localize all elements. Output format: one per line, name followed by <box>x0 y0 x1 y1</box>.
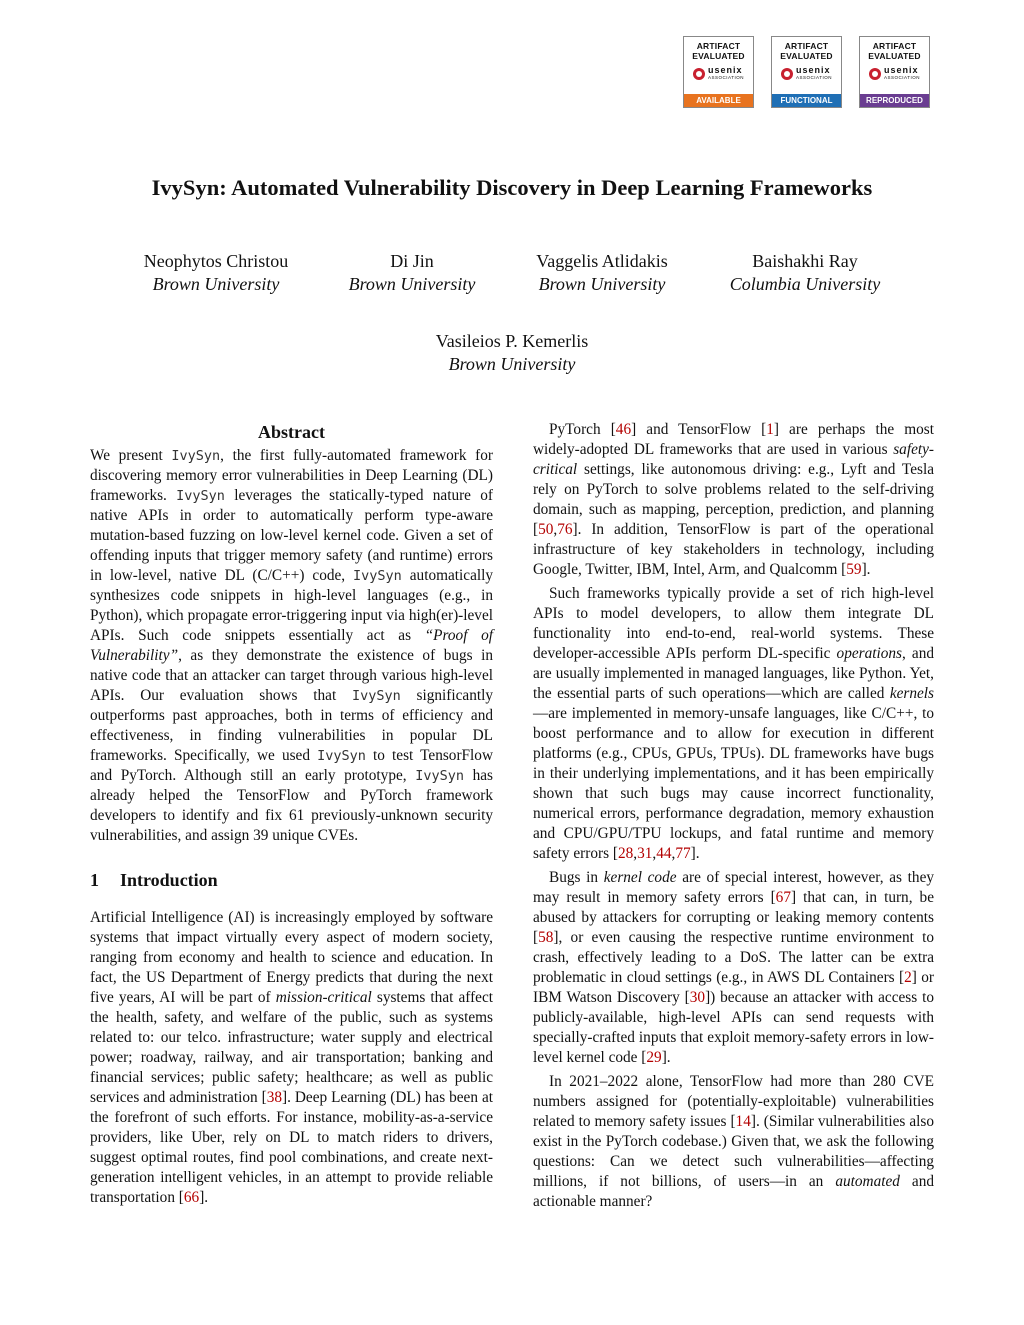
citation-link[interactable]: 30 <box>689 989 706 1006</box>
usenix-logo-icon <box>781 68 793 80</box>
section-number: 1 <box>90 870 99 890</box>
citation-link[interactable]: 31 <box>637 845 653 862</box>
badge-line1: ARTIFACT <box>784 41 829 51</box>
author <box>695 250 915 296</box>
author-name: Di Jin <box>390 251 434 271</box>
citation-link[interactable]: 38 <box>266 1089 282 1106</box>
badge-label: FUNCTIONAL <box>772 94 841 107</box>
author <box>302 250 522 296</box>
author-name: Vasileios P. Kemerlis <box>435 331 589 351</box>
usenix-text: usenix <box>796 65 831 75</box>
paper-title: IvySyn: Automated Vulnerability Discovery in Deep Learning Frameworks <box>151 175 873 200</box>
badge-line1: ARTIFACT <box>696 41 741 51</box>
author <box>492 250 712 296</box>
abstract-heading: Abstract <box>258 422 325 442</box>
usenix-logo-icon <box>869 68 881 80</box>
author-affiliation: Brown University <box>152 274 280 294</box>
section-title: Introduction <box>120 870 218 890</box>
author-affiliation: Brown University <box>348 274 476 294</box>
intro-paragraph: Artificial Intelligence (AI) is increasingly employed by software systems that impact virtually every aspect of modern society, ranging from economy and health to science and education. In fact, the US Department of Energy predicts that during the next five years, AI will be part of mission-critical systems that affect the health, safety, and welfare of the public, such as systems related to: our telco. infrastructure; water supply and electrical power; roadway, railway, and air transportation; banking and financial services; public safety; healthcare; as well as public services and administration [38]. Deep Learning (DL) has been at the forefront of such efforts. For instance, mobility-as-a-service providers, like Uber, rely on DL to match riders to drivers, suggest optimal routes, find pool combinations, and create next-generation intelligent vehicles, in an attempt to provide reliable transportation [66]. <box>90 909 493 1206</box>
artifact-badges <box>683 36 930 108</box>
citation-link[interactable]: 50 <box>538 521 554 538</box>
citation-link[interactable]: 1 <box>766 421 774 438</box>
citation-link[interactable]: 28 <box>617 845 634 862</box>
author-affiliation: Brown University <box>448 354 576 374</box>
citation-link[interactable]: 59 <box>846 561 862 578</box>
citation-link[interactable]: 2 <box>904 969 912 986</box>
badge-functional <box>771 36 842 108</box>
author <box>106 250 326 296</box>
association-text: ASSOCIATION <box>796 75 832 80</box>
badge-line2: EVALUATED <box>780 51 833 61</box>
usenix-logo <box>781 64 832 84</box>
author-name: Neophytos Christou <box>143 251 289 271</box>
intro-paragraph: Such frameworks typically provide a set of rich high-level APIs to model developers, to allow them integrate DL functionality into end-to-end, real-world systems. These developer-accessible APIs perform DL-specific operations, and are usually implemented in managed languages, like Python. Yet, the essential parts of such operations—which are called kernels—are implemented in memory-unsafe languages, like C/C++, to boost performance and to allow for execution in different platforms (e.g., CPUs, GPUs, TPUs). DL frameworks have bugs in their underlying implementations, and it has been empirically shown that such bugs may cause incorrect functionality, numerical errors, performance degradation, memory exhaustion and CPU/GPU/TPU lockups, and fatal runtime and memory safety errors [28,31,44,77]. <box>533 585 934 862</box>
citation-link[interactable]: 29 <box>646 1049 662 1066</box>
usenix-logo-icon <box>693 68 705 80</box>
usenix-logo <box>693 64 744 84</box>
intro-paragraph: PyTorch [46] and TensorFlow [1] are perhaps the most widely-adopted DL frameworks that are used in various safety-critical settings, like autonomous driving: e.g., Lyft and Tesla rely on PyTorch to solve problems related to the self-driving domain, such as mapping, perception, prediction, and planning [50,76]. In addition, TensorFlow is part of the operational infrastructure of key stakeholders in technology, including Google, Twitter, IBM, Intel, Arm, and Qualcomm [59]. <box>533 421 934 578</box>
intro-paragraph: In 2021–2022 alone, TensorFlow had more than 280 CVE numbers assigned for (potentially-exploitable) vulnerabilities related to memory safety issues [14]. (Similar vulnerabilities also exist in the PyTorch codebase.) Given that, we ask the following questions: Can we detect such vulnerabilities—affecting millions, if not billions, of users—in an automated and actionable manner? <box>533 1073 934 1210</box>
usenix-logo <box>869 64 920 84</box>
abstract-text: We present IvySyn, the first fully-automated framework for discovering memory error vulnerabilities in Deep Learning (DL) frameworks. IvySyn leverages the statically-typed nature of native APIs in order to automatically perform type-aware mutation-based fuzzing on low-level kernel code. Given a set of offending inputs that trigger memory safety (and runtime) errors in low-level, native DL (C/C++) code, IvySyn automatically synthesizes code snippets in high-level languages (e.g., in Python), which propagate error-triggering input via high(er)-level APIs. Such code snippets essentially act as “Proof of Vulnerability”, as they demonstrate the existence of bugs in native code that an attacker can target through various high-level APIs. Our evaluation shows that IvySyn significantly outperforms past approaches, both in terms of efficiency and effectiveness, in finding vulnerabilities in popular DL frameworks. Specifically, we used IvySyn to test TensorFlow and PyTorch. Although still an early prototype, IvySyn has already helped the TensorFlow and PyTorch framework developers to identify and fix 61 previously-unknown security vulnerabilities, and assign 39 unique CVEs. <box>90 447 494 844</box>
citation-link[interactable]: 14 <box>735 1113 751 1130</box>
badge-line2: EVALUATED <box>692 51 745 61</box>
author <box>402 330 622 376</box>
intro-paragraph: Bugs in kernel code are of special interest, however, as they may result in memory safety errors [67] that can, in turn, be abused by attackers for corrupting or leaking memory contents [58], or even causing the respective runtime environment to crash, effectively leading to a DoS. The latter can be extra problematic in cloud settings (e.g., in AWS DL Containers [2] or IBM Watson Discovery [30]) because an attacker with access to publicly-available, high-level APIs can send requests with specially-crafted inputs that exploit memory-safety errors in low-level kernel code [29]. <box>533 869 935 1066</box>
citation-link[interactable]: 67 <box>775 889 791 906</box>
badge-label: REPRODUCED <box>860 94 929 107</box>
left-column <box>90 420 493 1208</box>
badge-line2: EVALUATED <box>868 51 921 61</box>
citation-link[interactable]: 77 <box>675 845 691 862</box>
badge-label: AVAILABLE <box>684 94 753 107</box>
association-text: ASSOCIATION <box>708 75 744 80</box>
badge-reproduced <box>859 36 930 108</box>
author-affiliation: Columbia University <box>729 274 881 294</box>
author-affiliation: Brown University <box>538 274 666 294</box>
citation-link[interactable]: 44 <box>656 845 672 862</box>
badge-line1: ARTIFACT <box>872 41 917 51</box>
citation-link[interactable]: 76 <box>557 521 573 538</box>
usenix-text: usenix <box>708 65 743 75</box>
author-name: Baishakhi Ray <box>752 251 858 271</box>
section-heading <box>90 868 493 892</box>
citation-link[interactable]: 58 <box>538 929 554 946</box>
association-text: ASSOCIATION <box>884 75 920 80</box>
badge-available <box>683 36 754 108</box>
usenix-text: usenix <box>884 65 919 75</box>
citation-link[interactable]: 46 <box>615 421 632 438</box>
right-column <box>533 420 934 1212</box>
author-name: Vaggelis Atlidakis <box>536 251 668 271</box>
citation-link[interactable]: 66 <box>183 1189 200 1206</box>
